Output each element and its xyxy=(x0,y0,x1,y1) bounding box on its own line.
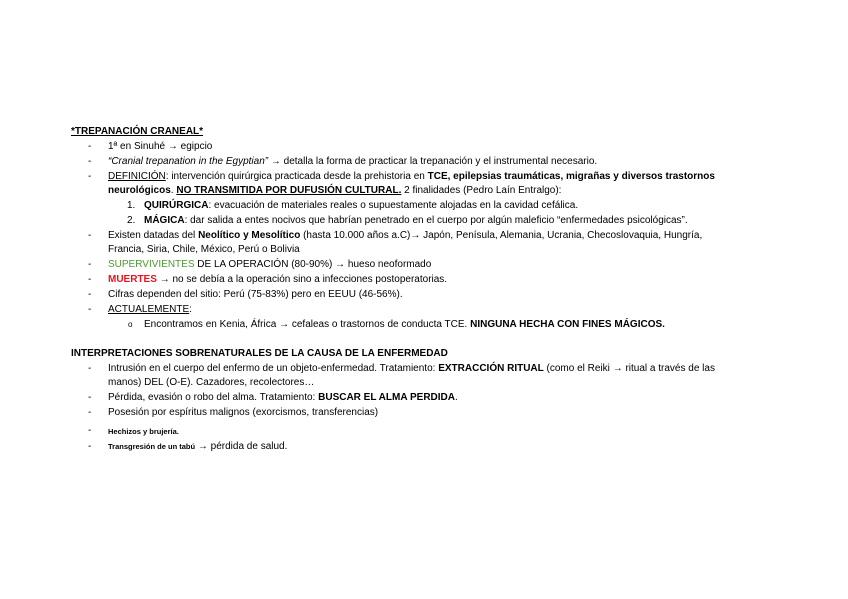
sub-item-magica xyxy=(144,214,688,227)
list-item-cranial xyxy=(108,155,597,168)
item-text: hueso neoformado xyxy=(345,259,432,270)
item-text: Intrusión en el cuerpo del enfermo de un objeto-enfermedad. Tratamiento: xyxy=(108,363,439,374)
list-item-actualmente xyxy=(108,303,192,316)
item-text: Encontramos en Kenia, África xyxy=(144,319,277,330)
arrow-icon: → xyxy=(279,319,290,330)
list-item-perdida xyxy=(108,391,458,404)
item-text: 2 finalidades (Pedro Laín Entralgo): xyxy=(401,185,562,196)
item-text: : evacuación de materiales reales o supuestamente alojadas en la cavidad cefálica. xyxy=(208,200,579,211)
list-item-definicion xyxy=(108,170,715,183)
list-item-sinuhe xyxy=(108,140,212,153)
list-item-datadas xyxy=(108,229,702,242)
item-text: cefaleas o trastornos de conducta TCE. xyxy=(289,319,471,330)
list-dash: - xyxy=(88,407,92,418)
item-bold-underline: NO TRANSMITIDA POR DUFUSIÓN CULTURAL. xyxy=(176,185,402,196)
item-text: : xyxy=(189,304,192,315)
item-text: no se debía a la operación sino a infecciones postoperatorias. xyxy=(169,274,448,285)
sub-number: 2. xyxy=(127,215,136,226)
list-item-supervivientes xyxy=(108,258,431,271)
item-text: egipcio xyxy=(180,141,213,152)
list-dash: - xyxy=(88,425,92,436)
section-title-trepanacion: *TREPANACIÓN CRANEAL* xyxy=(71,126,204,137)
item-bold: EXTRACCIÓN RITUAL xyxy=(438,363,544,374)
item-text: . xyxy=(170,185,177,196)
list-dash: - xyxy=(88,441,92,452)
list-dash: - xyxy=(88,363,92,374)
item-highlight-green: SUPERVIVIENTES xyxy=(108,259,195,270)
arrow-icon: → xyxy=(270,156,281,167)
list-item-datadas-cont: Francia, Siria, Chile, México, Perú o Bolivia xyxy=(108,244,300,255)
arrow-icon: → xyxy=(197,441,208,452)
list-dash: - xyxy=(88,304,92,315)
item-text: ritual a través de las xyxy=(622,363,715,374)
item-text: Japón, Penísula, Alemania, Ucrania, Checoslovaquia, Hungría, xyxy=(420,230,703,241)
list-dash: - xyxy=(88,289,92,300)
list-dash: - xyxy=(88,259,92,270)
arrow-icon: → xyxy=(410,230,421,241)
sub-item-quirurgica xyxy=(144,199,578,212)
arrow-icon: → xyxy=(612,363,623,374)
item-title-italic: “Cranial trepanation in the Egyptian” xyxy=(108,156,269,167)
list-dash: - xyxy=(88,156,92,167)
item-text: 1ª en Sinuhé xyxy=(108,141,166,152)
item-bold: NINGUNA HECHA CON FINES MÁGICOS. xyxy=(470,319,665,330)
item-text: Existen datadas del xyxy=(108,230,199,241)
item-label: DEFINICIÓN xyxy=(108,171,166,182)
item-highlight-red: MUERTES xyxy=(108,274,157,285)
item-label: ACTUALEMENTE xyxy=(108,304,190,315)
arrow-icon: → xyxy=(159,274,170,285)
list-dash: - xyxy=(88,392,92,403)
sub-item-kenia xyxy=(144,318,665,331)
list-item-cifras: Cifras dependen del sitio: Perú (75-83%) pero en EEUU (46-56%). xyxy=(108,289,403,300)
item-bold: BUSCAR EL ALMA PERDIDA xyxy=(318,392,455,403)
arrow-icon: → xyxy=(167,141,178,152)
list-item-intrusion xyxy=(108,362,715,375)
item-label: QUIRÚRGICA xyxy=(144,200,209,211)
item-bold-small: Transgresión de un tabú xyxy=(108,442,196,451)
list-dash: - xyxy=(88,171,92,182)
section-title-interpretaciones: INTERPRETACIONES SOBRENATURALES DE LA CAUSA DE LA ENFERMEDAD xyxy=(71,348,448,359)
item-bold: TCE, epilepsias traumáticas, migrañas y diversos trastornos xyxy=(427,171,715,182)
item-text: DE LA OPERACIÓN (80-90%) xyxy=(194,259,333,270)
list-dash: - xyxy=(88,141,92,152)
list-dash: - xyxy=(88,274,92,285)
item-text: (como el Reiki xyxy=(543,363,610,374)
list-item-posesion: Posesión por espíritus malignos (exorcismos, transferencias) xyxy=(108,407,379,418)
item-text: . xyxy=(454,392,458,403)
item-label: MÁGICA xyxy=(144,215,185,226)
item-bold: neurológicos xyxy=(108,185,171,196)
list-item-definicion-cont xyxy=(108,184,561,197)
sub-number: 1. xyxy=(127,200,136,211)
item-text: pérdida de salud. xyxy=(207,441,288,452)
sub-bullet: o xyxy=(128,320,133,329)
list-item-tabu xyxy=(108,440,287,453)
list-dash: - xyxy=(88,230,92,241)
list-item-muertes xyxy=(108,273,447,286)
item-text: Pérdida, evasión o robo del alma. Tratamiento: xyxy=(108,392,319,403)
item-bold: Neolítico y Mesolítico xyxy=(198,230,301,241)
list-item-hechizos: Hechizos y brujería. xyxy=(108,427,179,436)
item-text: (hasta 10.000 años a.C) xyxy=(300,230,411,241)
item-text: : intervención quirúrgica practicada desde la prehistoria en xyxy=(165,171,428,182)
item-text: : dar salida a entes nocivos que habrían penetrado en el cuerpo por algún maleficio “enfermedades psicológicas”. xyxy=(184,215,688,226)
list-item-intrusion-cont: manos) DEL (O-E). Cazadores, recolectores… xyxy=(108,377,315,388)
item-text: detalla la forma de practicar la trepanación y el instrumental necesario. xyxy=(283,156,598,167)
arrow-icon: → xyxy=(335,259,346,270)
